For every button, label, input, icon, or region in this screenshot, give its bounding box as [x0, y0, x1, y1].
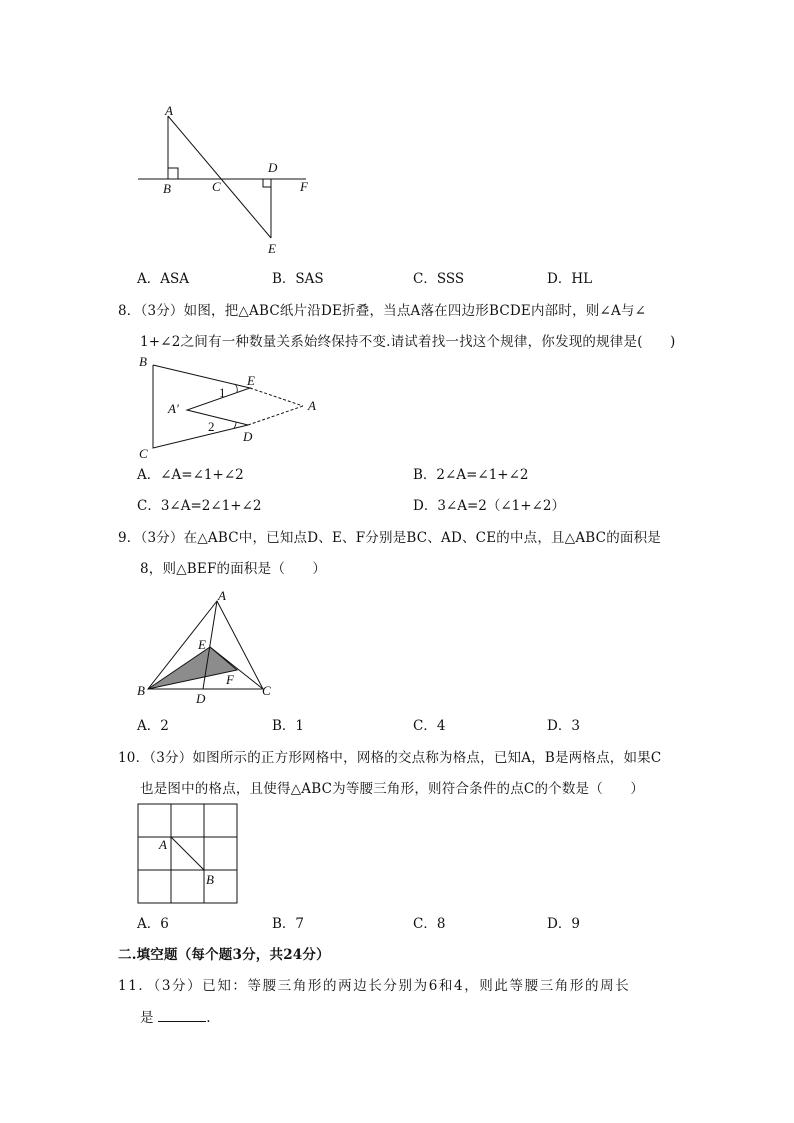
section-heading-fill-in: 二.填空题（每个题3分，共24分） [118, 947, 330, 963]
q8-label-angle1: 1 [219, 385, 226, 400]
q10-option-c: C．8 [413, 916, 446, 932]
q8-label-E: E [247, 373, 255, 388]
q7-figure [130, 100, 330, 260]
q9-label-C: C [262, 683, 271, 698]
q10-text-line1: 10．（3分）如图所示的正方形网格中，网格的交点称为格点，已知A，B是两格点，如果C [118, 750, 662, 766]
q9-label-A: A [218, 588, 226, 603]
q8-label-C: C [139, 446, 148, 461]
q9-label-E: E [198, 637, 206, 652]
q11-text-line1: 11．（3分）已知：等腰三角形的两边长分别为6和4，则此等腰三角形的周长 [118, 978, 631, 994]
q8-text-line1: 8．（3分）如图，把△ABC纸片沿DE折叠，当点A落在四边形BCDE内部时，则∠A与∠ [118, 303, 647, 319]
q8-option-d: D．3∠A=2（∠1+∠2） [413, 498, 565, 514]
q9-label-D: D [196, 691, 206, 706]
q10-option-a: A．6 [137, 916, 169, 932]
q11-text-line2 [140, 1009, 211, 1027]
q7-label-D: D [268, 160, 278, 175]
q8-label-B: B [139, 354, 147, 369]
q8-option-a: A．∠A=∠1+∠2 [137, 467, 244, 483]
q9-option-b: B．1 [272, 718, 305, 734]
q8-option-c: C．3∠A=2∠1+∠2 [137, 498, 262, 514]
q7-label-A: A [165, 103, 173, 118]
q8-figure [135, 350, 335, 465]
q11-text-prefix: 是 [140, 1010, 154, 1026]
q10-grid-figure [130, 798, 250, 908]
q7-label-F: F [300, 179, 308, 194]
q11-text-suffix: . [206, 1010, 211, 1026]
q10-text-line2: 也是图中的格点，且使得△ABC为等腰三角形，则符合条件的点C的个数是（ ） [140, 781, 645, 797]
q8-label-A-prime: A′ [168, 401, 179, 416]
q10-option-d: D．9 [547, 916, 580, 932]
q8-option-b: B．2∠A=∠1+∠2 [413, 467, 529, 483]
q9-figure [130, 585, 290, 710]
q9-option-d: D．3 [547, 718, 580, 734]
q9-text-line2: 8，则△BEF的面积是（ ） [140, 561, 327, 577]
q7-option-b: B．SAS [272, 271, 324, 287]
q11-answer-blank[interactable] [158, 1009, 206, 1022]
q10-option-b: B．7 [272, 916, 305, 932]
q7-label-E: E [268, 241, 276, 256]
q9-option-a: A．2 [137, 718, 169, 734]
q7-option-d: D．HL [547, 271, 593, 287]
q8-label-angle2: 2 [208, 419, 215, 434]
q10-label-A: A [159, 837, 167, 852]
q7-option-c: C．SSS [413, 271, 465, 287]
q9-text-line1: 9．（3分）在△ABC中，已知点D、E、F分别是BC、AD、CE的中点，且△ABC的面积是 [118, 530, 661, 546]
q7-label-C: C [212, 179, 221, 194]
q7-option-a: A．ASA [137, 271, 189, 287]
q9-option-c: C．4 [413, 718, 446, 734]
q9-label-B: B [137, 683, 145, 698]
q7-label-B: B [163, 181, 171, 196]
q8-label-A: A [308, 398, 316, 413]
q10-label-B: B [206, 872, 214, 887]
q8-text-line2: 1+∠2之间有一种数量关系始终保持不变.请试着找一找这个规律，你发现的规律是( ) [140, 334, 676, 350]
q8-label-D: D [243, 429, 253, 444]
q9-label-F: F [226, 672, 234, 687]
